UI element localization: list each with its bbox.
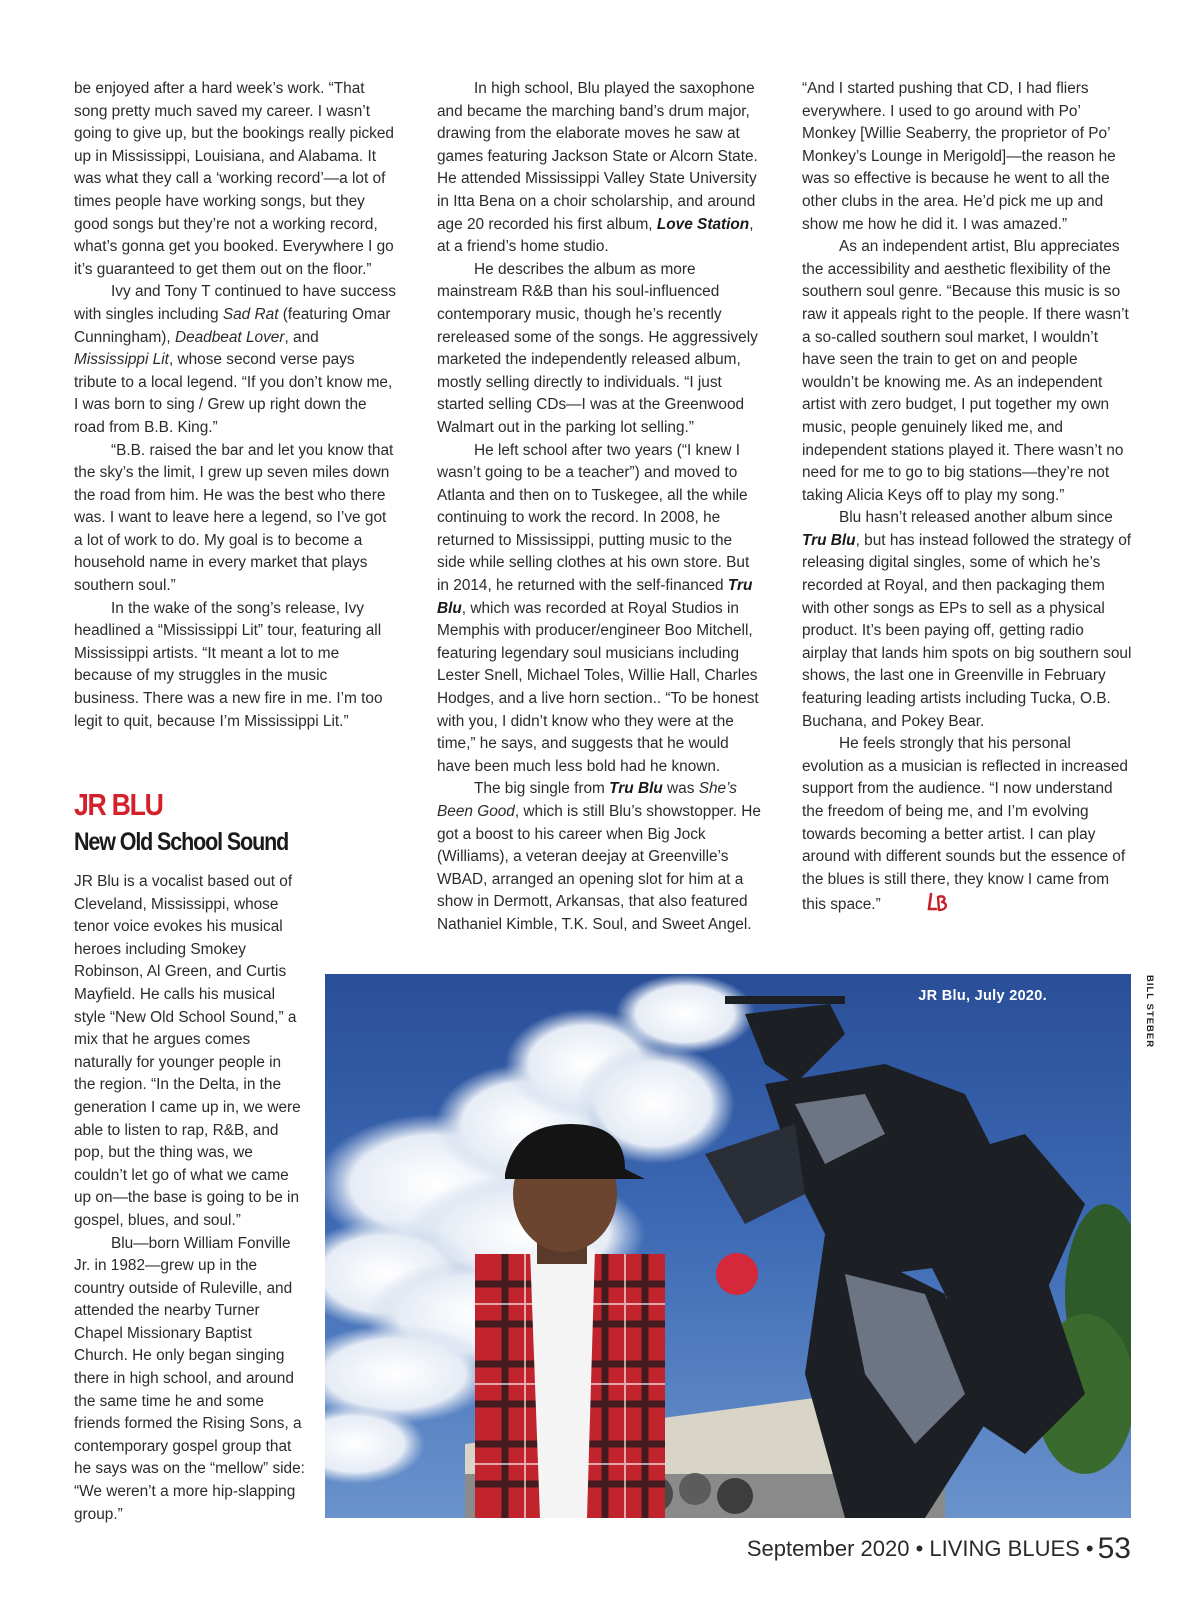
article-column-3 <box>802 78 1133 923</box>
paragraph: “B.B. raised the bar and let you know that the sky’s the limit, I grew up seven miles down the road from him. He was the best who there was. I want to leave here a legend, so I’ve got a lot of work to do. My goal is to become a household name in every market that plays southern soul.” <box>74 441 394 595</box>
song-title: Mississippi Lit <box>74 351 169 369</box>
article-column-2 <box>437 78 763 937</box>
section-title: JR BLU <box>74 787 163 822</box>
article-column-1-lower <box>74 871 306 1526</box>
album-title: Love Station <box>656 215 750 233</box>
song-title: Deadbeat Lover <box>174 328 285 346</box>
song-title: Sad Rat <box>222 305 279 323</box>
album-title: Tru Blu <box>609 780 663 798</box>
paragraph: He left school after two years (“I knew I wasn’t going to be a teacher”) and moved to Atlanta and then on to Tuskegee, all the while continuing to work the record. In 2008, he returned to Mississippi, putting music to the side while selling clothes at his own store. But in 2014, he returned with the self-financed Tru Blu, which was recorded at Royal Studios in Memphis with producer/engineer Boo Mitchell, featuring legendary soul musicians including Lester Snell, Michael Toles, Willie Hall, Charles Hodges, and a live horn section.. “To be honest with you, I didn’t know who they were at the time,” he says, and suggests that he would have been much less bold had he known. <box>437 441 759 775</box>
paragraph: He feels strongly that his personal evolution as a musician is reflected in increased support from the audience. “I now understand the freedom of being me, and I’m evolving towards becoming a better artist. I can play around with different sounds but the essence of the blues is still there, they know I came from this space.” <box>802 733 1133 923</box>
song-title: She’s Been Good <box>437 780 737 820</box>
photo-credit: BILL STEBER <box>1144 975 1155 1049</box>
paragraph: Ivy and Tony T continued to have success with singles including Sad Rat (featuring Omar Cunningham), Deadbeat Lover, and Mississippi Lit, whose second verse pays tribute to a local legend. “If you don’t know me, I was born to sing / Grew up right down the road from B.B. King.” <box>74 283 396 436</box>
paragraph: In the wake of the song’s release, Ivy headlined a “Mississippi Lit” tour, featuring all Mississippi artists. “It meant a lot to me because of my struggles in the music business. There was a new fire in me. I’m too legit to quit, because I’m Mississippi Lit.” <box>74 599 383 730</box>
footer-publication: September 2020 • LIVING BLUES • <box>746 1536 1094 1561</box>
album-title: Tru Blu <box>437 577 753 617</box>
paragraph: He describes the album as more mainstream R&B than his soul-influenced contemporary music, though he’s recently rereleased some of the songs. He aggressively marketed the independently released album, mostly selling directly to individuals. “I just started selling CDs—I was at the Greenwood Walmart out in the parking lot selling.” <box>437 260 758 436</box>
section-subtitle: New Old School Sound <box>74 828 289 856</box>
paragraph: “And I started pushing that CD, I had fliers everywhere. I used to go around with Po’ Monkey [Willie Seaberry, the proprietor of Po’ Monkey’s Lounge in Merigold]—the reason he was so effective is because he went to all the other clubs in the area. He’d pick me up and show me how he did it. I was amazed.” <box>802 80 1116 233</box>
photo-illustration <box>325 974 1131 1518</box>
section-heading <box>74 786 414 859</box>
red-disc <box>716 1253 758 1295</box>
page-footer <box>747 1532 1131 1566</box>
feature-photo <box>325 974 1131 1518</box>
paragraph: JR Blu is a vocalist based out of Cleveland, Mississippi, whose tenor voice evokes his musical heroes including Smokey Robinson, Al Green, and Curtis Mayfield. He calls his musical style “New Old School Sound,” a mix that he argues comes naturally for younger people in the region. “In the Delta, in the generation I came up in, we were able to listen to rap, R&B, and pop, but the thing was, we couldn’t let go of what we came up on—the base is going to be in gospel, blues, and soul.” <box>74 873 301 1229</box>
end-mark-logo <box>889 891 950 923</box>
paragraph: Blu—born William Fonville Jr. in 1982—grew up in the country outside of Ruleville, and attended the nearby Turner Chapel Missionary Baptist Church. He only began singing there in high school, and around the same time he and some friends formed the Rising Sons, a contemporary gospel group that he says was on the “mellow” side: “We weren’t a more hip-slapping group.” <box>74 1234 305 1523</box>
paragraph: As an independent artist, Blu appreciates the accessibility and aesthetic flexibility of the southern soul genre. “Because this music is so raw it appeals right to the people. If there wasn’t a so-called southern soul market, I wouldn’t have seen the train to get on and people wouldn’t be knowing me. As an independent artist with zero budget, I put together my own music, people genuinely liked me, and independent stations played it. There wasn’t no need for me to go to big stations—they’re not taking Alicia Keys off to play my song.” <box>802 238 1129 504</box>
paragraph: The big single from Tru Blu was She’s Been Good, which is still Blu’s showstopper. He got a boost to his career when Big Jock (Williams), a veteran deejay at Greenville’s WBAD, arranged an opening slot for him at a show in Dermott, Arkansas, that also featured Nathaniel Kimble, T.K. Soul, and Sweet Angel. <box>437 780 761 933</box>
album-title: Tru Blu <box>802 531 856 549</box>
article-column-1 <box>74 78 396 733</box>
paragraph: In high school, Blu played the saxophone and became the marching band’s drum major, drawing from the elaborate moves he saw at games featuring Jackson State or Alcorn State. He attended Mississippi Valley State University in Itta Bena on a choir scholarship, and around age 20 recorded his first album, Love Station, at a friend’s home studio. <box>437 80 758 256</box>
paragraph: be enjoyed after a hard week’s work. “That song pretty much saved my career. I wasn’t going to give up, but the bookings really picked up in Mississippi, Louisiana, and Alabama. It was what they call a ‘working record’—a lot of times people have working songs, but they good songs but they’re not a working record, what’s gonna get you booked. Everywhere I go it’s guaranteed to get them out on the floor.” <box>74 80 394 278</box>
page-number: 53 <box>1097 1532 1131 1565</box>
paragraph: Blu hasn’t released another album since Tru Blu, but has instead followed the strategy of releasing digital singles, some of which he’s recorded at Royal, and then packaging them with other songs as EPs to sell as a physical product. It’s been paying off, getting radio airplay that lands him spots on big southern soul shows, the last one in Greenville in February featuring leading artists including Tucka, O.B. Buchana, and Pokey Bear. <box>802 509 1132 730</box>
photo-caption: JR Blu, July 2020. <box>918 988 1047 1004</box>
